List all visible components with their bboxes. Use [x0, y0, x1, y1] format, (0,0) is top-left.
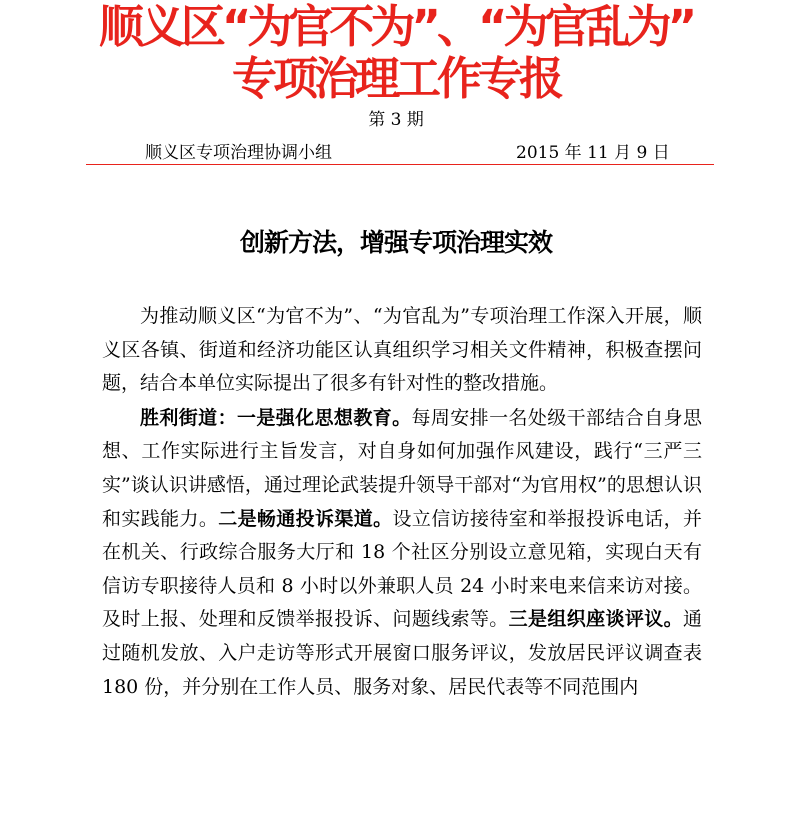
section-paragraph-shengli — [102, 402, 702, 704]
issue-date: 2015 年 11 月 9 日 — [516, 143, 670, 163]
article-body — [102, 300, 702, 704]
point3-title: 三是组织座谈评议。 — [508, 608, 683, 631]
masthead-info-row — [86, 140, 716, 166]
point3-text: 通过随机发放、入户走访等形式开展窗口服务评议，发放居民评议调查表 180 份，并分别在工作人员、服务对象、居民代表等不同范围内 — [102, 608, 702, 698]
masthead-red-rule — [86, 164, 714, 165]
section-lead: 胜利街道： — [140, 406, 237, 429]
masthead-title-line2: 专项治理工作专报 — [231, 52, 560, 105]
issuing-organization: 顺义区专项治理协调小组 — [145, 143, 332, 163]
masthead — [0, 0, 792, 131]
point1-title: 一是强化思想教育。 — [236, 406, 412, 429]
point1-text: 每周安排一名处级干部结合自身思想、工作实际进行主旨发言，对自身如何加强作风建设，践行“三严三实”谈认识讲感悟，通过理论武装提升领导干部对“为官用权”的思想认识和实践能力。 — [102, 406, 702, 530]
masthead-title-line1: 顺义区“为官不为”、“为官乱为” — [98, 0, 694, 53]
point2-title: 二是畅通投诉渠道。 — [218, 507, 393, 530]
issue-number: 第 3 期 — [368, 110, 424, 130]
article-title: 创新方法，增强专项治理实效 — [239, 228, 552, 257]
point2-text: 设立信访接待室和举报投诉电话，并在机关、行政综合服务大厅和 18 个社区分别设立意见箱，实现白天有信访专职接待人员和 8 小时以外兼职人员 24 小时来电来信来访对接。及时上报、处理和反馈举报投诉、问题线索等。 — [102, 507, 702, 631]
intro-paragraph: 为推动顺义区“为官不为”、“为官乱为”专项治理工作深入开展，顺义区各镇、街道和经济功能区认真组织学习相关文件精神，积极查摆问题，结合本单位实际提出了很多有针对性的整改措施。 — [102, 305, 702, 395]
